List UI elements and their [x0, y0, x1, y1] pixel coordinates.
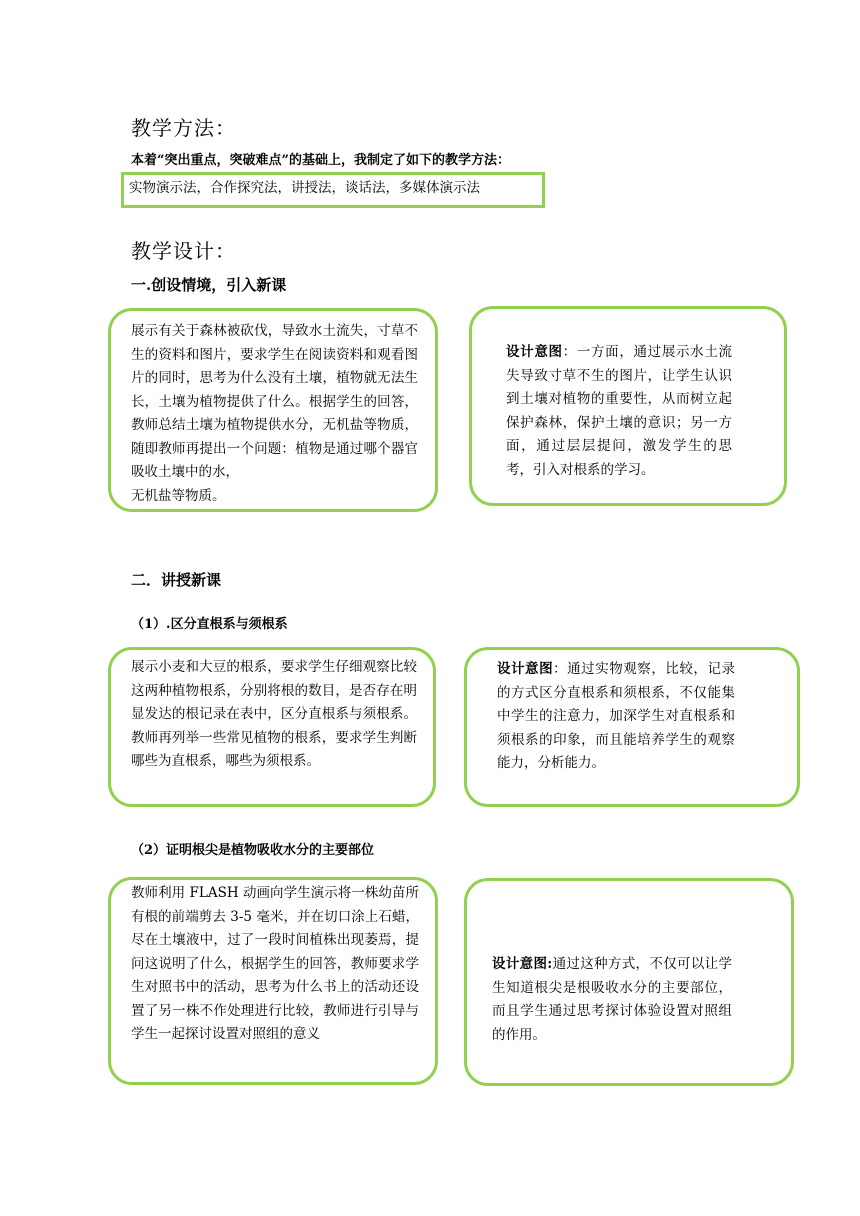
- sub2-design-label: 设计意图:: [492, 956, 553, 972]
- section1-left-overflow: 无机盐等物质。: [131, 487, 226, 504]
- sub2-right-text: 设计意图:通过这种方式，不仅可以让学生知道根尖是根吸收水分的主要部位，而且学生通过思考探讨体验设置对照组的作用。: [492, 956, 732, 1043]
- methods-list: 实物演示法，合作探究法，讲授法，谈话法，多媒体演示法: [129, 180, 480, 196]
- sub1-left-text: 展示小麦和大豆的根系，要求学生仔细观察比较这两种植物根系，分别将根的数目，是否存在明显发达的根记录在表中，区分直根系与须根系。教师再列举一些常见植物的根系，要求学生判断哪些为直根系，哪些为须根系。: [131, 659, 417, 769]
- section1-design-label: 设计意图: [506, 344, 563, 360]
- sub2-left-text: 教师利用 FLASH 动画向学生演示将一株幼苗所有根的前端剪去 3-5 毫米，并在切口涂上石蜡，尽在土壤液中，过了一段时间植株出现萎焉，提问这说明了什么，根据学生的回答，教师要求学生对照书中的活动，思考为什么书上的活动还设置了另一株不作处理进行比较，教师进行引导与学生一起探讨设置对照组的意义: [131, 885, 419, 1042]
- sub1-design-label: 设计意图: [497, 661, 554, 677]
- section1-title: 一.创设情境，引入新课: [131, 276, 287, 294]
- section2-title: 二．讲授新课: [131, 571, 222, 589]
- sub1-right-text: 设计意图：通过实物观察，比较，记录的方式区分直根系和须根系，不仅能集中学生的注意力，加深学生对直根系和须根系的印象，而且能培养学生的观察能力，分析能力。: [497, 661, 735, 771]
- teaching-methods-heading: 教学方法：: [131, 116, 236, 140]
- teaching-design-heading: 教学设计：: [131, 239, 236, 263]
- section1-left-text: 展示有关于森林被砍伐，导致水土流失，寸草不生的资料和图片，要求学生在阅读资料和观看图片的同时，思考为什么没有土壤，植物就无法生长，土壤为植物提供了什么。根据学生的回答，教师总结土壤为植物提供水分，无机盐等物质，随即教师再提出一个问题：植物是通过哪个器官吸收土壤中的水， 无机盐等物质。: [131, 323, 418, 504]
- section1-right-text: 设计意图：一方面，通过展示水土流失导致寸草不生的图片，让学生认识到土壤对植物的重要性，从而树立起保护森林，保护土壤的意识；另一方面，通过层层提问，激发学生的思考，引入对根系的学习。: [506, 344, 733, 478]
- sub1-title: （1）.区分直根系与须根系: [131, 617, 288, 632]
- teaching-methods-intro: 本着“突出重点，突破难点”的基础上，我制定了如下的教学方法：: [131, 153, 510, 168]
- sub2-title: （2）证明根尖是植物吸收水分的主要部位: [131, 843, 375, 858]
